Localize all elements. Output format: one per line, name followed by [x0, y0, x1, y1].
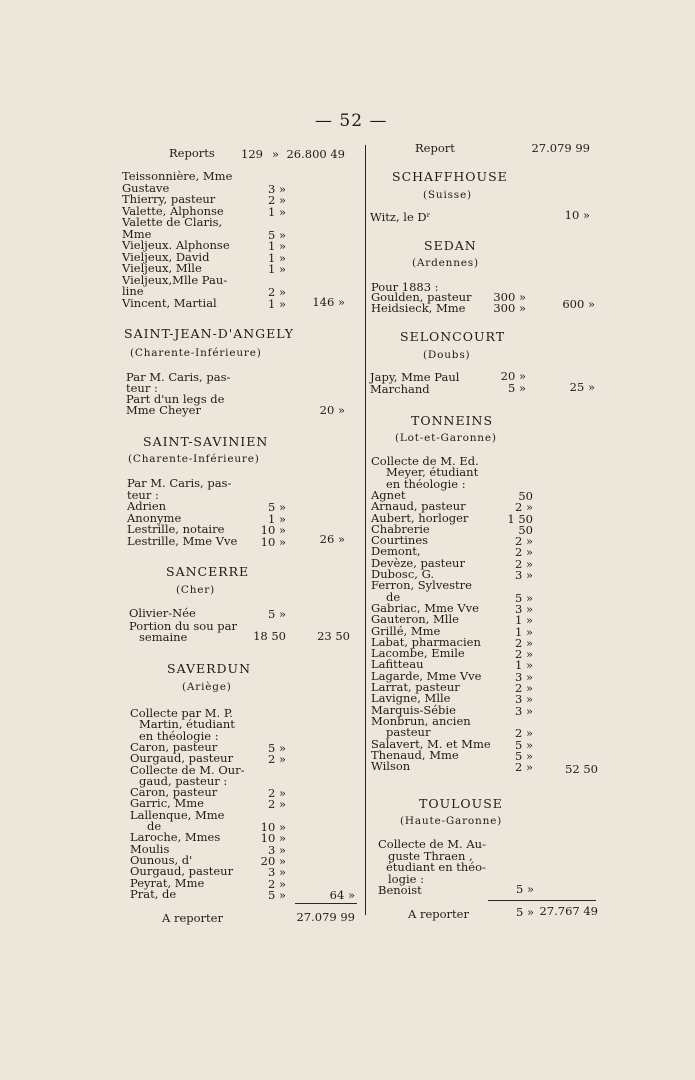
ledger-amount: 1 50 [507, 511, 533, 526]
ledger-name: Part d'un legs de [126, 392, 225, 406]
ledger-name: Demont, [371, 544, 421, 559]
ledger-name: Gauteron, Mlle [371, 612, 459, 627]
ledger-amount: 2 » [514, 647, 533, 662]
ledger-name: Grillé, Mme [371, 623, 441, 638]
total-rule [488, 900, 596, 901]
ledger-name: teur : [127, 487, 159, 502]
ledger-name: Aubert, horloger [371, 510, 469, 525]
ledger-amount: 2 » [514, 681, 533, 695]
ledger-name: Monbrun, ancien [371, 713, 471, 728]
section-title: SAINT-SAVINIEN [143, 434, 269, 449]
ledger-amount: 10 » [260, 534, 286, 549]
ledger-amount: 1 » [514, 613, 533, 628]
ledger-name: Marquis-Sébie [371, 702, 456, 717]
ledger-amount: 300 » [493, 290, 526, 304]
subtotal: 52 50 [565, 762, 598, 776]
subtotal: 25 » [569, 380, 595, 394]
ledger-amount: 2 » [267, 285, 286, 299]
ledger-name: logie : [388, 871, 424, 886]
subtotal: 26 » [319, 532, 345, 546]
ledger-name: Japy, Mme Paul [370, 370, 460, 384]
ledger-amount: 1 » [267, 250, 286, 265]
section-title: SAVERDUN [167, 661, 252, 676]
reports-count: 129 [241, 147, 263, 161]
ledger-name: Lallenque, Mme [130, 807, 225, 822]
ledger-name: Lafitteau [371, 657, 424, 672]
ledger-amount: 3 » [267, 865, 286, 880]
report-total: 27.079 99 [531, 141, 590, 155]
ledger-name: Meyer, étudiant [386, 465, 479, 480]
ledger-name: pasteur [386, 725, 431, 740]
ledger-amount: 20 » [500, 369, 526, 383]
ledger-amount: 3 » [514, 568, 533, 582]
ledger-amount: 50 [518, 522, 533, 537]
ledger-name: Vincent, Martial [122, 295, 217, 310]
ledger-amount: 5 » [507, 381, 526, 395]
section-title: SEDAN [424, 238, 477, 253]
ledger-amount: 2 » [514, 635, 533, 650]
ledger-name: Salavert, M. et Mme [371, 736, 491, 751]
ledger-amount: 3 » [514, 692, 533, 707]
ledger-amount: 3 » [514, 601, 533, 616]
ledger-name: Benoist [378, 883, 422, 897]
ledger-amount: 18 50 [253, 629, 286, 643]
ledger-name: Collecte de M. Ed. [371, 454, 479, 468]
subtotal: 23 50 [317, 629, 350, 643]
ledger-name: Caron, pasteur [130, 739, 218, 754]
ledger-name: étudiant en théo- [386, 860, 486, 874]
ledger-amount: 5 » [514, 748, 533, 763]
ledger-name: Peyrat, Mme [130, 875, 205, 890]
ledger-amount: 2 » [514, 545, 533, 560]
ledger-amount: 1 » [267, 204, 286, 219]
ledger-amount: 1 » [267, 511, 286, 526]
ledger-amount: 50 [518, 488, 533, 503]
ledger-amount: 5 » [267, 740, 286, 755]
ledger-name: Agnet [371, 487, 406, 502]
report-label: Report [415, 141, 455, 155]
ledger-amount: 5 » [267, 227, 286, 242]
ledger-name: Chabrerie [371, 521, 430, 536]
subtotal: 20 » [319, 403, 345, 417]
ledger-name: Goulden, pasteur [371, 290, 472, 304]
ledger-amount: 2 » [267, 786, 286, 801]
ledger-name: Courtines [371, 533, 429, 548]
section-subtitle: (Haute-Garonne) [400, 815, 503, 827]
carry-count: 5 » [515, 905, 534, 919]
ledger-name: Ounous, d' [130, 852, 193, 867]
ledger-name: Pour 1883 : [371, 280, 439, 294]
ledger-amount: 5 » [267, 887, 286, 902]
section-title: TONNEINS [411, 413, 494, 428]
ledger-name: Arnaud, pasteur [371, 499, 466, 514]
page-number: — 52 — [315, 111, 388, 131]
ledger-name: Par M. Caris, pas- [126, 370, 231, 384]
ledger-name: Larrat, pasteur [371, 680, 460, 694]
ledger-name: Ourgaud, pasteur [130, 864, 234, 879]
reports-total: 26.800 49 [286, 147, 345, 161]
section-subtitle: (Doubs) [423, 349, 471, 361]
ledger-name: Par M. Caris, pas- [127, 476, 232, 490]
ledger-amount: 3 » [514, 703, 533, 718]
section-subtitle: (Suisse) [423, 189, 472, 201]
ledger-name: en théologie : [139, 728, 219, 743]
ledger-amount: 2 » [514, 760, 533, 775]
ledger-amount: 5 » [267, 500, 286, 514]
ledger-name: Caron, pasteur [130, 785, 218, 800]
subtotal: 146 » [312, 295, 345, 309]
ledger-name: semaine [139, 630, 188, 644]
ledger-name: Collecte de M. Au- [378, 837, 486, 851]
ledger-name: Ferron, Sylvestre [371, 578, 472, 593]
ledger-name: Lavigne, Mlle [371, 691, 451, 706]
ledger-name: Teissonnière, Mme [122, 169, 233, 183]
ledger-amount: 5 » [515, 882, 534, 896]
ledger-name: Collecte par M. P. [130, 706, 233, 720]
ledger-amount: 1 » [514, 624, 533, 639]
section-title: SELONCOURT [400, 329, 506, 344]
ledger-name: Laroche, Mmes [130, 830, 221, 845]
ledger-amount: 20 » [260, 853, 286, 868]
ledger-name: Vieljeux. Alphonse [122, 238, 230, 252]
ledger-amount: 300 » [493, 301, 526, 315]
ledger-amount: 10 » [260, 523, 286, 537]
ledger-name: Vieljeux, David [122, 249, 210, 264]
ledger-amount: 3 » [267, 842, 286, 857]
ledger-name: Labat, pharmacien [371, 634, 481, 649]
ledger-amount: 2 » [267, 797, 286, 812]
carry-total: 27.767 49 [539, 904, 598, 918]
section-subtitle: (Charente-Inférieure) [130, 347, 262, 359]
section-title: SCHAFFHOUSE [392, 169, 508, 184]
section-subtitle: (Lot-et-Garonne) [395, 432, 497, 444]
ledger-name: Olivier-Née [129, 606, 196, 620]
reports-label: Reports [169, 146, 215, 160]
column-divider [365, 145, 366, 915]
ledger-amount: 2 » [514, 534, 533, 549]
ledger-name: Valette, Alphonse [122, 203, 224, 218]
ledger-amount: 5 » [514, 590, 533, 605]
ledger-name: Marchand [370, 382, 430, 396]
ledger-amount: 1 » [267, 239, 286, 253]
ledger-amount: 1 » [514, 658, 533, 673]
reports-mark: » [271, 147, 279, 161]
ledger-name: de [147, 819, 162, 833]
carry-label: A reporter [162, 911, 223, 925]
ledger-amount: 10 » [260, 820, 286, 834]
ledger-name: Witz, le Dʳ [370, 210, 431, 224]
ledger-name: guste Thraen , [388, 848, 473, 863]
subtotal: 10 » [564, 208, 590, 222]
ledger-name: Lestrille, Mme Vve [127, 533, 238, 548]
ledger-name: Lestrille, notaire [127, 522, 225, 536]
section-subtitle: (Charente-Inférieure) [128, 453, 260, 465]
ledger-name: Gustave [122, 180, 170, 195]
ledger-amount: 2 » [267, 193, 286, 207]
ledger-amount: 1 » [267, 262, 286, 276]
section-subtitle: (Ardennes) [412, 257, 479, 269]
total-rule [295, 903, 357, 904]
ledger-name: Lagarde, Mme Vve [371, 668, 482, 683]
ledger-name: en théologie : [386, 476, 466, 491]
ledger-name: Dubosc, G. [371, 567, 434, 581]
subtotal: 600 » [562, 297, 595, 311]
ledger-name: Adrien [127, 499, 167, 513]
ledger-name: Wilson [371, 759, 411, 774]
ledger-name: Vieljeux, Mlle [122, 261, 202, 275]
section-title: SAINT-JEAN-D'ANGELY [124, 326, 295, 341]
ledger-name: Lacombe, Emile [371, 646, 465, 661]
carry-total: 27.079 99 [296, 910, 355, 924]
ledger-amount: 2 » [514, 726, 533, 741]
ledger-name: Valette de Claris, [122, 215, 223, 229]
ledger-amount: 2 » [267, 752, 286, 767]
ledger-name: Collecte de M. Our- [130, 762, 245, 777]
section-title: SANCERRE [166, 564, 250, 579]
ledger-name: Devèze, pasteur [371, 555, 465, 570]
ledger-amount: 5 » [267, 607, 286, 621]
ledger-name: Gabriac, Mme Vve [371, 600, 479, 615]
carry-label: A reporter [408, 907, 469, 921]
ledger-name: Portion du sou par [129, 619, 238, 633]
ledger-amount: 1 » [267, 296, 286, 311]
ledger-name: Mme [122, 226, 152, 241]
ledger-name: Garric, Mme [130, 796, 204, 811]
subtotal: 64 » [329, 888, 355, 902]
ledger-name: Moulis [130, 841, 170, 856]
section-subtitle: (Cher) [176, 584, 216, 596]
ledger-name: gaud, pasteur : [139, 773, 228, 788]
ledger-name: Prat, de [130, 886, 177, 901]
ledger-name: Vieljeux,Mlle Pau- [122, 272, 228, 287]
ledger-name: Martin, étudiant [139, 717, 235, 732]
ledger-name: teur : [126, 381, 158, 395]
section-subtitle: (Ariège) [182, 681, 232, 693]
ledger-name: de [386, 589, 401, 604]
ledger-amount: 3 » [267, 181, 286, 196]
ledger-amount: 10 » [260, 831, 286, 846]
section-title: TOULOUSE [419, 796, 503, 811]
ledger-name: Thenaud, Mme [371, 747, 459, 762]
ledger-name: Heidsieck, Mme [371, 301, 466, 315]
ledger-name: Mme Cheyer [126, 403, 201, 417]
ledger-amount: 3 » [514, 669, 533, 684]
ledger-amount: 2 » [514, 556, 533, 571]
ledger-name: line [122, 284, 144, 298]
ledger-amount: 5 » [514, 737, 533, 752]
ledger-name: Ourgaud, pasteur [130, 751, 234, 766]
ledger-name: Anonyme [127, 510, 182, 525]
ledger-name: Thierry, pasteur [122, 192, 216, 206]
ledger-amount: 2 » [267, 876, 286, 891]
ledger-amount: 2 » [514, 500, 533, 515]
